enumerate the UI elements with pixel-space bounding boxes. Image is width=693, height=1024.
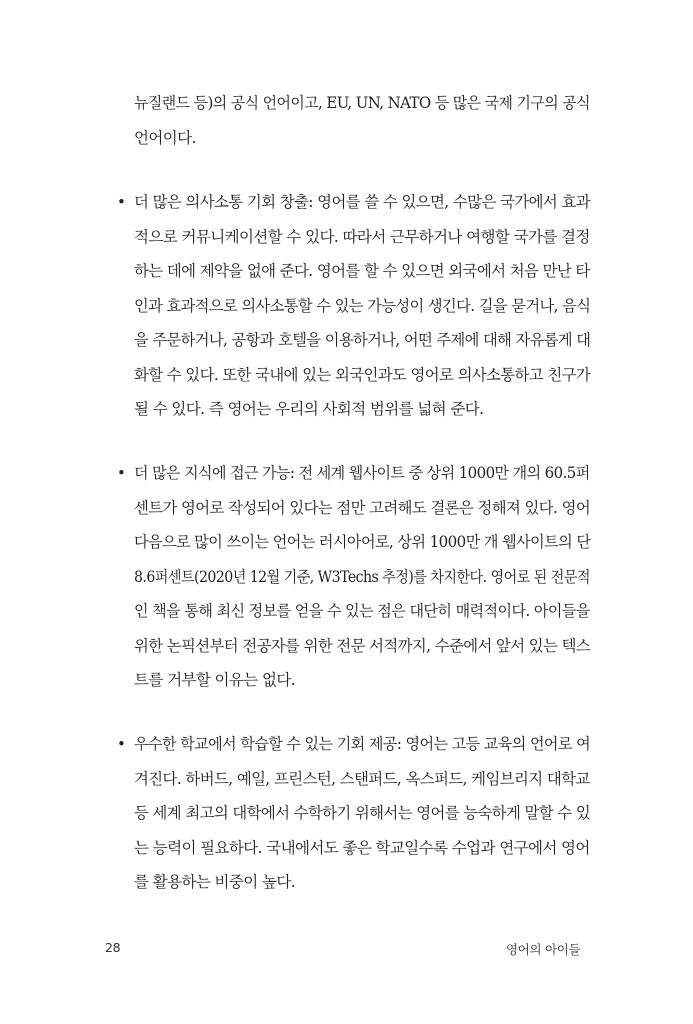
paragraph-line: 인과 효과적으로 의사소통할 수 있는 가능성이 생긴다. 길을 묻거나, 음식 [134,297,591,315]
paragraph-line: 겨진다. 하버드, 예일, 프린스턴, 스탠퍼드, 옥스퍼드, 케임브리지 대학교 [134,770,590,788]
paragraph-line: 센트가 영어로 작성되어 있다는 점만 고려해도 결론은 정해져 있다. 영어 [134,499,591,517]
paragraph-line: 는 능력이 필요하다. 국내에서도 좋은 학교일수록 수업과 연구에서 영어 [134,839,590,857]
bullet-marker: • [117,464,126,482]
paragraph-line: 하는 데에 제약을 없애 준다. 영어를 할 수 있으면 외국에서 처음 만난 타 [134,262,590,280]
paragraph-line: 더 많은 지식에 접근 가능: 전 세계 웹사이트 중 상위 1000만 개의 60.5퍼 [134,464,590,482]
intro-line: 뉴질랜드 등)의 공식 언어이고, EU, UN, NATO 등 많은 국제 기구의 공식 [134,94,591,112]
paragraph-line: 등 세계 최고의 대학에서 수학하기 위해서는 영어를 능숙하게 말할 수 있 [134,804,591,822]
paragraph-line: 트를 거부할 이유는 없다. [134,671,296,689]
bullet-marker: • [117,193,126,211]
paragraph-line: 적으로 커뮤니케이션할 수 있다. 따라서 근무하거나 여행할 국가를 결정 [134,228,590,246]
paragraph-line: 더 많은 의사소통 기회 창출: 영어를 쓸 수 있으면, 수많은 국가에서 효과 [134,193,591,211]
paragraph-line: 화할 수 있다. 또한 국내에 있는 외국인과도 영어로 의사소통하고 친구가 [134,366,591,384]
paragraph-line: 8.6퍼센트(2020년 12월 기준, W3Techs 추정)를 차지한다. 영어로 된 전문적 [134,568,590,586]
paragraph-line: 를 활용하는 비중이 높다. [134,873,296,891]
page-number: 28 [105,940,121,955]
paragraph-line: 우수한 학교에서 학습할 수 있는 기회 제공: 영어는 고등 교육의 언어로 여 [134,735,591,753]
paragraph-line: 다음으로 많이 쓰이는 언어는 러시아어로, 상위 1000만 개 웹사이트의 단 [134,533,591,551]
paragraph-line: 인 책을 통해 최신 정보를 얻을 수 있는 점은 대단히 매력적이다. 아이들을 [134,602,590,620]
bullet-marker: • [117,735,126,753]
intro-line: 언어이다. [134,129,196,147]
running-title: 영어의 아이들 [506,942,581,957]
paragraph-line: 될 수 있다. 즉 영어는 우리의 사회적 범위를 넓혀 준다. [134,400,484,418]
paragraph-line: 을 주문하거나, 공항과 호텔을 이용하거나, 어떤 주제에 대해 자유롭게 대 [134,331,591,349]
paragraph-line: 위한 논픽션부터 전공자를 위한 전문 서적까지, 수준에서 앞서 있는 텍스 [134,637,591,655]
